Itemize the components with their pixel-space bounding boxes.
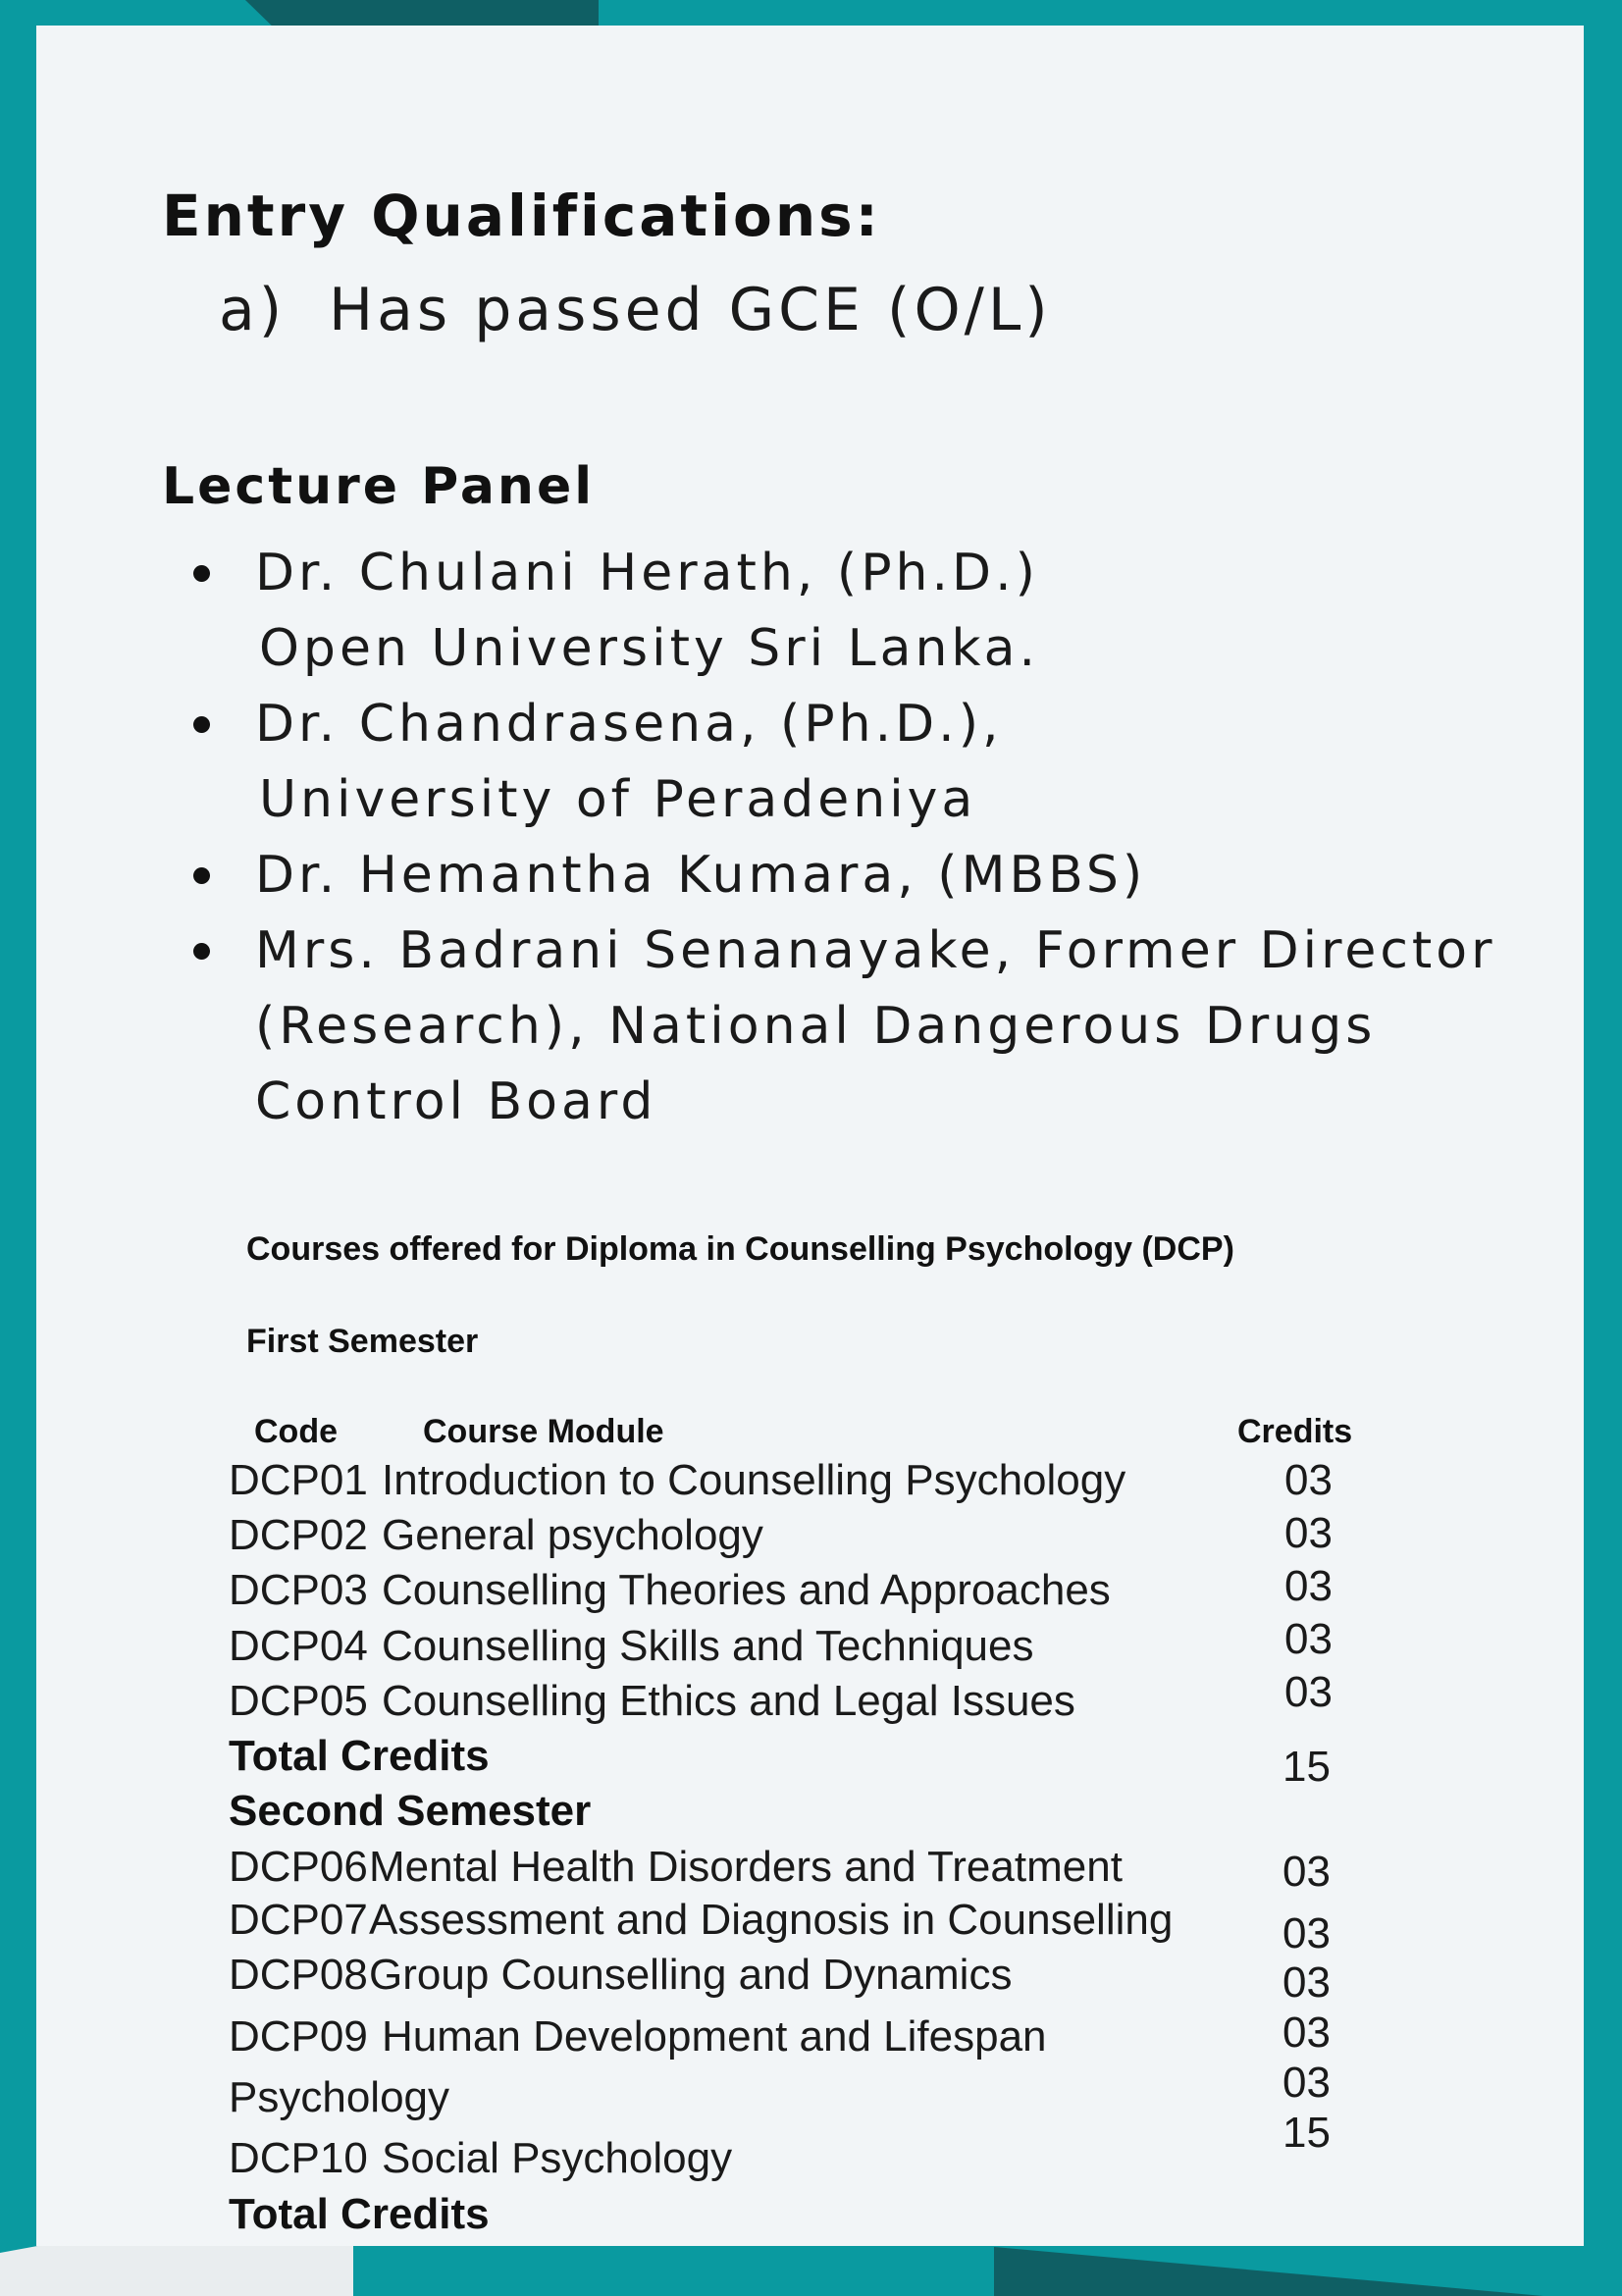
course-code: DCP08 <box>229 1951 368 1999</box>
course-module-cont: Psychology <box>229 2073 450 2121</box>
table-row <box>229 1566 1111 1615</box>
courses-section <box>36 26 1584 2246</box>
table-row <box>229 2073 449 2122</box>
item-marker: a) <box>219 276 287 344</box>
course-credits: 03 <box>1282 2009 1331 2057</box>
first-semester-total-credits: 15 <box>1282 1743 1331 1791</box>
credits-column-header: Credits <box>1237 1413 1353 1450</box>
course-code: DCP02 <box>229 1511 368 1559</box>
course-credits: 03 <box>1282 2059 1331 2107</box>
member-affiliation: Open University Sri Lanka. <box>259 619 1040 678</box>
course-credits: 03 <box>1282 1848 1331 1896</box>
course-credits: 03 <box>1284 1562 1333 1610</box>
member-affiliation: University of Peradeniya <box>259 770 977 829</box>
table-row <box>229 1896 1173 1945</box>
courses-title: Courses offered for Diploma in Counselling Psychology (DCP) <box>246 1230 1234 1268</box>
member-name: Dr. Hemantha Kumara, (MBBS) <box>255 846 1147 905</box>
course-module: Human Development and Lifespan <box>382 2012 1047 2061</box>
course-credits: 03 <box>1284 1509 1333 1557</box>
table-row <box>229 1456 1125 1505</box>
course-code: DCP03 <box>229 1566 368 1614</box>
course-module: Social Psychology <box>382 2134 733 2182</box>
table-row <box>229 1622 1034 1671</box>
course-credits: 03 <box>1282 1958 1331 2007</box>
table-row <box>229 2012 1047 2061</box>
document-page <box>36 26 1584 2246</box>
member-affiliation-cont: Control Board <box>255 1072 657 1131</box>
course-module: Counselling Skills and Techniques <box>382 1622 1034 1670</box>
second-semester-total-label: Total Credits <box>229 2190 490 2238</box>
course-code: DCP10 <box>229 2134 368 2182</box>
course-code: DCP09 <box>229 2012 368 2061</box>
course-code: DCP01 <box>229 1456 368 1504</box>
table-row <box>229 1843 1123 1892</box>
code-column-header: Code <box>254 1413 338 1450</box>
entry-qualifications-heading: Entry Qualifications: <box>162 183 881 249</box>
course-code: DCP04 <box>229 1622 368 1670</box>
table-row <box>229 2134 732 2183</box>
course-module: Counselling Theories and Approaches <box>382 1566 1111 1614</box>
table-row <box>229 1511 763 1560</box>
first-semester-total-label: Total Credits <box>229 1732 490 1780</box>
course-code: DCP05 <box>229 1677 368 1725</box>
first-semester-heading: First Semester <box>246 1323 479 1360</box>
top-left-accent <box>245 0 599 27</box>
course-credits: 15 <box>1282 2109 1331 2157</box>
bottom-right-accent <box>994 2247 1544 2296</box>
member-name: Mrs. Badrani Senanayake, Former Director <box>255 921 1496 980</box>
member-affiliation: (Research), National Dangerous Drugs <box>255 997 1377 1056</box>
course-credits: 03 <box>1284 1615 1333 1663</box>
lecture-panel-heading: Lecture Panel <box>162 457 596 516</box>
course-module: Mental Health Disorders and Treatment <box>369 1843 1123 1891</box>
course-module: Group Counselling and Dynamics <box>369 1951 1013 1999</box>
course-module: General psychology <box>382 1511 763 1559</box>
member-name: Dr. Chulani Herath, (Ph.D.) <box>255 544 1039 602</box>
second-semester-heading: Second Semester <box>229 1787 592 1835</box>
item-text: Has passed GCE (O/L) <box>329 276 1052 344</box>
course-credits: 03 <box>1284 1456 1333 1504</box>
table-row <box>229 1951 1012 2000</box>
member-name: Dr. Chandrasena, (Ph.D.), <box>255 695 1003 754</box>
course-module: Assessment and Diagnosis in Counselling <box>369 1896 1174 1944</box>
course-credits: 03 <box>1284 1668 1333 1716</box>
course-code: DCP07 <box>229 1896 368 1944</box>
module-column-header: Course Module <box>423 1413 664 1450</box>
course-credits: 03 <box>1282 1909 1331 1957</box>
course-module: Introduction to Counselling Psychology <box>382 1456 1126 1504</box>
course-code: DCP06 <box>229 1843 368 1891</box>
table-row <box>229 1677 1075 1726</box>
course-module: Counselling Ethics and Legal Issues <box>382 1677 1075 1725</box>
